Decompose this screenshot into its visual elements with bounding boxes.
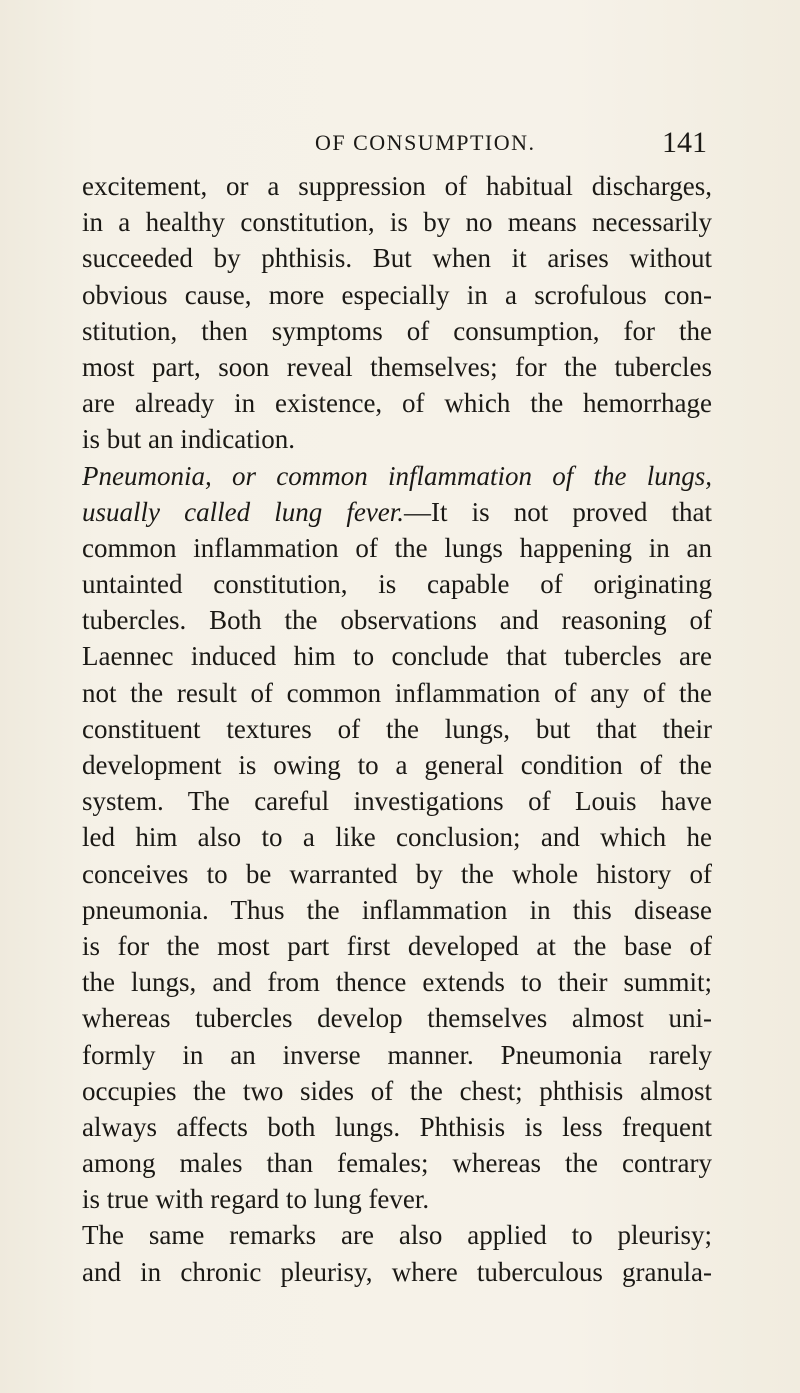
text-line: and in chronic pleurisy, where tuberculous granula- [82,1256,712,1287]
text-line: the lungs, and from thence extends to their summit; [82,967,712,998]
text-line: is but an indication. [82,424,295,455]
text-line: common inflammation of the lungs happening in an [82,532,712,563]
text-line: occupies the two sides of the chest; phthisis almost [82,1075,712,1106]
text-line: succeeded by phthisis. But when it arises without [82,243,712,274]
text-line: constituent textures of the lungs, but that their [82,713,712,744]
text-line: Laennec induced him to conclude that tubercles are [82,641,712,672]
text-line: stitution, then symptoms of consumption, for the [82,315,712,346]
section-heading-italic: usually called lung fever. [82,496,405,527]
text-line: led him also to a like conclusion; and which he [82,822,712,853]
text-line: is true with regard to lung fever. [82,1184,430,1215]
section-heading-rest: —It is not proved that [404,496,712,527]
text-line: not the result of common inflammation of any of the [82,677,712,708]
text-line: among males than females; whereas the contrary [82,1148,712,1179]
page-number: 141 [662,126,707,159]
text-line: obvious cause, more especially in a scrofulous con- [82,279,712,310]
text-line: development is owing to a general condition of the [82,750,712,780]
text-line: are already in existence, of which the hemorrhage [82,388,712,419]
running-head [82,122,707,162]
text-line: is for the most part first developed at the base of [82,930,712,961]
text-line: pneumonia. Thus the inflammation in this disease [82,894,712,925]
section-heading-continued [82,494,712,530]
text-line: always affects both lungs. Phthisis is less frequent [82,1111,712,1142]
text-line: whereas tubercles develop themselves almost uni- [82,1003,712,1034]
text-line: most part, soon reveal themselves; for the tubercles [82,351,712,382]
text-line: The same remarks are also applied to pleurisy; [82,1220,712,1251]
text-line: conceives to be warranted by the whole history of [82,858,712,889]
text-line: excitement, or a suppression of habitual discharges, [82,171,712,201]
body-text [82,168,712,1290]
text-line: untainted constitution, is capable of originating [82,569,712,600]
section-heading: Pneumonia, or common inflammation of the lungs, [82,460,712,491]
running-title: OF CONSUMPTION. [315,130,536,155]
text-line: in a healthy constitution, is by no means necessarily [82,207,712,238]
text-line: formly in an inverse manner. Pneumonia rarely [82,1039,712,1070]
text-line: tubercles. Both the observations and reasoning of [82,605,712,636]
text-line: system. The careful investigations of Louis have [82,786,712,817]
